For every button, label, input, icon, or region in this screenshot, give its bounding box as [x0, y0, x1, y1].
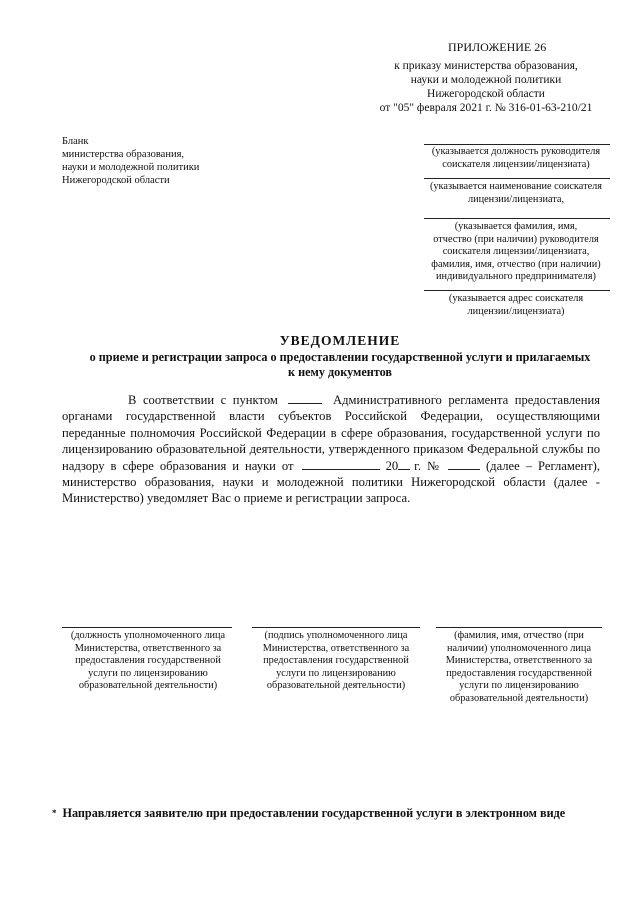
signature-fio-caption: (фамилия, имя, отчество (при наличии) уполномоченного лица Министерства, ответственного за предоставления государственной услуги по лицензированию образовательной деятельности): [445, 630, 593, 704]
body-year: 20: [385, 458, 399, 473]
signature-sign-caption: (подпись уполномоченного лица Министерства, ответственного за предоставления государственной услуги по лицензированию образовательной деятельности): [262, 630, 410, 692]
date-blank: [302, 458, 380, 470]
letterhead-placeholder: [62, 135, 262, 187]
signature-sign-line: [252, 627, 420, 628]
recipient-name-line: [424, 178, 610, 179]
notice-subtitle: о приеме и регистрации запроса о предоставлении государственной услуги и прилагаемых: [89, 350, 591, 364]
appendix-title: ПРИЛОЖЕНИЕ 26: [448, 40, 547, 54]
signature-fio-line: [436, 627, 602, 628]
letterhead-line: Нижегородской области: [62, 175, 170, 186]
appendix-line: Нижегородской области: [427, 88, 545, 100]
appendix-line: науки и молодежной политики: [410, 74, 562, 86]
appendix-line: к приказу министерства образования,: [394, 60, 578, 72]
footnote-text: Направляется заявителю при предоставлении государственной услуги в электронном виде: [62, 806, 566, 820]
notice-subtitle: к нему документов: [288, 365, 392, 379]
recipient-address-line: [424, 290, 610, 291]
appendix-line: от "05" февраля 2021 г. № 316-01-63-210/21: [379, 102, 593, 114]
footnote-mark: *: [52, 808, 57, 818]
recipient-position-line: [424, 144, 610, 145]
body-text: г. №: [414, 458, 442, 473]
signature-position-caption: (должность уполномоченного лица Министерства, ответственного за предоставления государственной услуги по лицензированию образовательной деятельности): [70, 630, 226, 692]
year-blank: [398, 458, 410, 470]
recipient-position-caption: (указывается должность руководителя соискателя лицензии/лицензиата): [431, 146, 601, 170]
recipient-name-caption: (указывается наименование соискателя лицензии/лицензиата,: [429, 181, 603, 205]
letterhead-line: науки и молодежной политики: [62, 162, 200, 173]
body-text: Административного регламента предоставления органами государственной власти субъектов Российской Федерации, осуществляющими переданные полномочия Российской Федерации в сфере образования, государственной услуги по лицензированию образовательной деятельности, утвержденного приказом Федеральной службы по надзору в сфере образования и науки от: [62, 393, 600, 473]
footnote: [52, 806, 622, 821]
recipient-person-caption: (указывается фамилия, имя, отчество (при наличии) руководителя соискателя лицензии/лицензиата, фамилия, имя, отчество (при наличии) индивидуального предпринимателя): [431, 221, 601, 283]
notice-heading: [40, 332, 640, 380]
body-text: (далее – Регламент), министерство образования, науки и молодежной политики Нижегородской области (далее - Министерство) уведомляет Вас о приеме и регистрации запроса.: [62, 458, 601, 506]
clause-number-blank: [288, 392, 322, 404]
letterhead-line: министерства образования,: [62, 149, 185, 160]
signature-position-line: [62, 627, 232, 628]
notice-body: [62, 392, 600, 507]
order-number-blank: [448, 458, 480, 470]
recipient-address-caption: (указывается адрес соискателя лицензии/лицензиата): [448, 293, 584, 317]
body-text: В соответствии с пунктом: [128, 393, 278, 407]
appendix-header: [352, 40, 620, 115]
recipient-person-line: [424, 218, 610, 219]
letterhead-line: Бланк: [62, 136, 89, 147]
notice-title: УВЕДОМЛЕНИЕ: [279, 333, 401, 348]
